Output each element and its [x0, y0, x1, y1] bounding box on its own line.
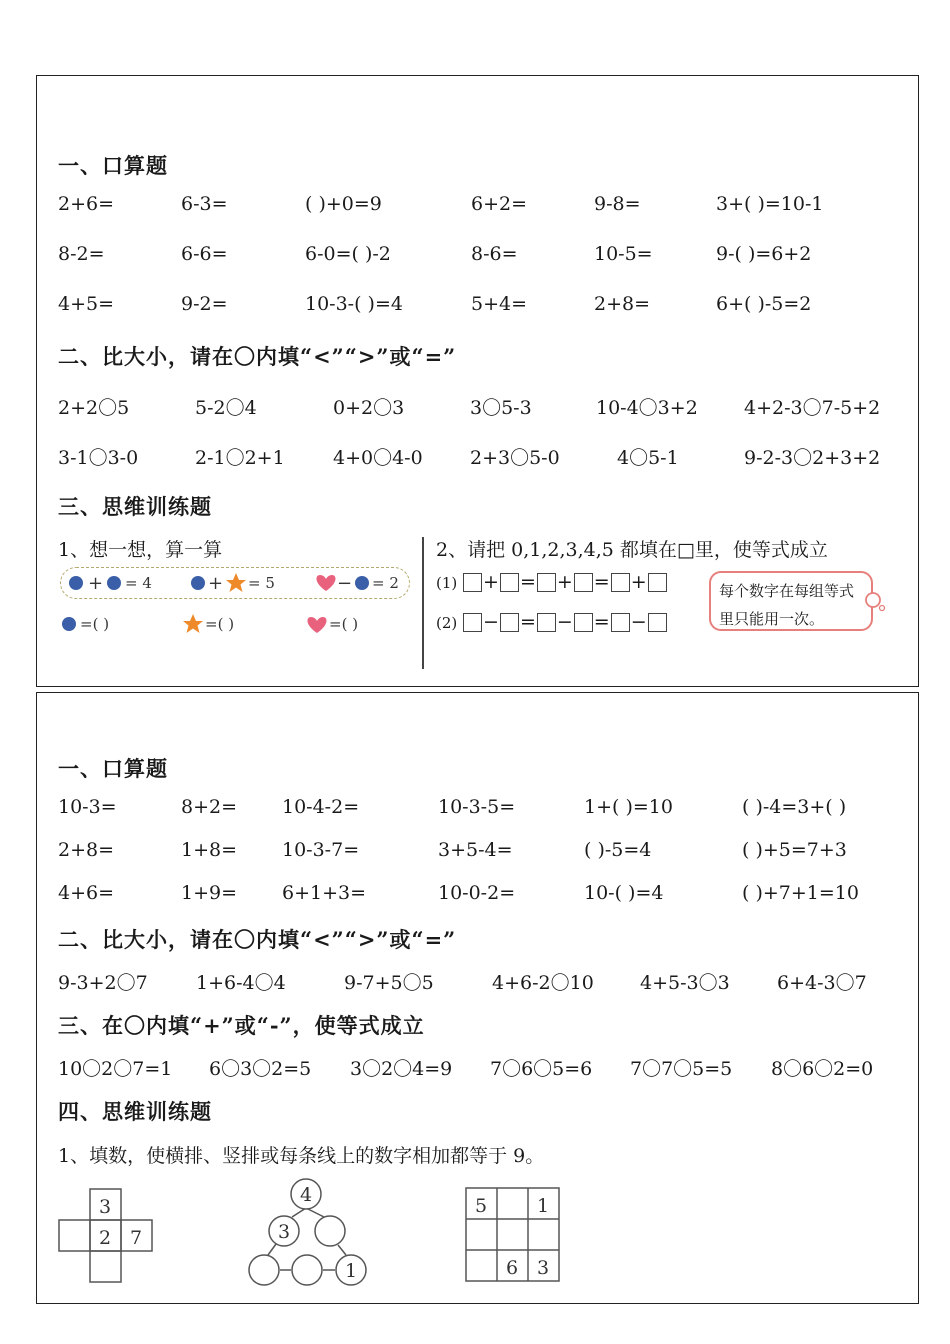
tri-num-top: 4: [300, 1184, 313, 1206]
s1-r1-c1: 2+6=: [58, 193, 115, 215]
tri-num-mid-left: 3: [278, 1221, 291, 1243]
s2-r3-c6: ( )+7+1=10: [742, 882, 859, 904]
grid-num-r1c1: 5: [475, 1195, 488, 1217]
answer-box[interactable]: [611, 613, 630, 632]
s2-heading-thinking: 四、思维训练题: [58, 1099, 212, 1124]
s2-r1-c4: 10-3-5=: [438, 796, 516, 818]
s2-cmp-c2: 1+6-4〇4: [196, 972, 286, 994]
s2-q1-label: 1、填数，使横排、竖排或每条线上的数字相加都等于 9。: [58, 1145, 545, 1167]
s1-r1-c2: 6-3=: [181, 193, 228, 215]
cross-num-center: 2: [99, 1227, 112, 1249]
s1-r2-c2: 6-6=: [181, 243, 228, 265]
s2-heading-compare: 二、比大小，请在〇内填“<”“>”或“=”: [58, 927, 457, 952]
tri-node-bottom-left: [249, 1255, 279, 1285]
answer-box[interactable]: [537, 613, 556, 632]
eq-c-text: = 2: [372, 574, 399, 592]
s1-r2-c1: 8-2=: [58, 243, 105, 265]
cross-num-top: 3: [99, 1196, 112, 1218]
s1-r3-c2: 9-2=: [181, 293, 228, 315]
s2-sign-c2: 6〇3〇2=5: [209, 1058, 312, 1080]
blue-circle-icon: [191, 576, 205, 590]
s2-sign-c1: 10〇2〇7=1: [58, 1058, 173, 1080]
s1-r3-c5: 2+8=: [594, 293, 651, 315]
s1-r1-c3: ( )+0=9: [305, 193, 382, 215]
s2-r1-c5: 1+( )=10: [584, 796, 673, 818]
s2-r2-c6: ( )+5=7+3: [742, 839, 847, 861]
s1-cmp1-c5: 10-4〇3+2: [596, 397, 698, 419]
s2-r1-c2: 8+2=: [181, 796, 238, 818]
s1-cmp2-c1: 3-1〇3-0: [58, 447, 139, 469]
s1-r3-c6: 6+( )-5=2: [716, 293, 812, 315]
s2-r3-c4: 10-0-2=: [438, 882, 516, 904]
orange-star-icon: [226, 573, 246, 592]
grid-num-r3c2: 6: [506, 1257, 519, 1279]
s1-q2-label: 2、请把 0,1,2,3,4,5 都填在□里，使等式成立: [436, 539, 828, 561]
s1-r2-c6: 9-( )=6+2: [716, 243, 812, 265]
part2-label: (2): [436, 614, 458, 632]
answer-box[interactable]: [574, 573, 593, 592]
s1-r1-c4: 6+2=: [471, 193, 528, 215]
s1-heading-thinking: 三、思维训练题: [58, 494, 212, 519]
answer-box[interactable]: [574, 613, 593, 632]
cross-num-right: 7: [130, 1227, 143, 1249]
s2-r2-c1: 2+8=: [58, 839, 115, 861]
s1-q2-part1: (1) + = + = +: [436, 571, 668, 593]
answer-star: =( ): [205, 615, 235, 633]
s2-cmp-c5: 4+5-3〇3: [640, 972, 730, 994]
blue-circle-icon: [69, 576, 83, 590]
triangle-puzzle: [240, 1175, 375, 1287]
s2-r1-c6: ( )-4=3+( ): [742, 796, 847, 818]
s2-r2-c2: 1+8=: [181, 839, 238, 861]
s2-sign-c4: 7〇6〇5=6: [490, 1058, 593, 1080]
s1-cmp1-c4: 3〇5-3: [470, 397, 532, 419]
s2-r1-c1: 10-3=: [58, 796, 117, 818]
s2-heading-oral: 一、口算题: [58, 756, 168, 781]
s1-cmp2-c2: 2-1〇2+1: [195, 447, 285, 469]
s2-r1-c3: 10-4-2=: [282, 796, 360, 818]
s1-cmp1-c2: 5-2〇4: [195, 397, 257, 419]
s1-cmp1-c3: 0+2〇3: [333, 397, 405, 419]
s1-q2-part2: (2) − = − = −: [436, 611, 668, 633]
vertical-divider: [422, 537, 424, 669]
hint-note: [709, 571, 873, 631]
answer-box[interactable]: [463, 573, 482, 592]
s2-cmp-c6: 6+4-3〇7: [777, 972, 867, 994]
s2-cmp-c1: 9-3+2〇7: [58, 972, 148, 994]
cross-puzzle: [56, 1186, 156, 1284]
s1-cmp2-c3: 4+0〇4-0: [333, 447, 423, 469]
s2-cmp-c3: 9-7+5〇5: [344, 972, 434, 994]
s2-sign-c6: 8〇6〇2=0: [771, 1058, 874, 1080]
s1-cmp2-c6: 9-2-3〇2+3+2: [744, 447, 881, 469]
blue-circle-icon: [107, 576, 121, 590]
pink-heart-icon: [316, 575, 335, 591]
s1-q1-label: 1、想一想，算一算: [58, 539, 223, 561]
s1-r3-c3: 10-3-( )=4: [305, 293, 403, 315]
s1-r1-c5: 9-8=: [594, 193, 641, 215]
hint-line-2: 里只能用一次。: [719, 610, 825, 628]
s1-r2-c5: 10-5=: [594, 243, 653, 265]
s2-sign-c5: 7〇7〇5=5: [630, 1058, 733, 1080]
s2-r2-c4: 3+5-4=: [438, 839, 513, 861]
grid-num-r1c3: 1: [537, 1195, 550, 1217]
pink-heart-icon: [307, 617, 326, 633]
part1-label: (1): [436, 574, 458, 592]
s2-sign-c3: 3〇2〇4=9: [350, 1058, 453, 1080]
s1-cmp1-c6: 4+2-3〇7-5+2: [744, 397, 881, 419]
answer-box[interactable]: [463, 613, 482, 632]
s2-r3-c5: 10-( )=4: [584, 882, 664, 904]
answer-blue: =( ): [80, 615, 110, 633]
s1-heading-compare: 二、比大小，请在〇内填“<”“>”或“=”: [58, 344, 457, 369]
s1-cmp2-c4: 2+3〇5-0: [470, 447, 560, 469]
blue-circle-icon: [62, 617, 76, 631]
grid-puzzle: [464, 1186, 562, 1284]
s2-r3-c3: 6+1+3=: [282, 882, 367, 904]
s2-r2-c3: 10-3-7=: [282, 839, 360, 861]
plus-sign: +: [208, 573, 224, 594]
answer-heart: =( ): [329, 615, 359, 633]
answer-box[interactable]: [611, 573, 630, 592]
s2-heading-fill-signs: 三、在〇内填“+”或“-”，使等式成立: [58, 1013, 425, 1038]
s1-r1-c6: 3+( )=10-1: [716, 193, 824, 215]
answer-box[interactable]: [648, 613, 667, 632]
s2-r3-c2: 1+9=: [181, 882, 238, 904]
orange-star-icon: [183, 614, 203, 633]
s1-r2-c4: 8-6=: [471, 243, 518, 265]
s1-heading-oral: 一、口算题: [58, 153, 168, 178]
blue-circle-icon: [355, 576, 369, 590]
plus-sign: +: [88, 573, 104, 594]
cross-cell-bottom: [90, 1251, 121, 1282]
tri-node-bottom-mid: [292, 1255, 322, 1285]
s1-r3-c4: 5+4=: [471, 293, 528, 315]
eq-b-text: = 5: [248, 574, 275, 592]
answer-box[interactable]: [500, 613, 519, 632]
s1-cmp2-c5: 4〇5-1: [617, 447, 679, 469]
s2-r3-c1: 4+6=: [58, 882, 115, 904]
answer-box[interactable]: [648, 573, 667, 592]
grid-num-r3c3: 3: [537, 1257, 550, 1279]
minus-sign: −: [337, 573, 353, 594]
hint-bubble-icon: [864, 590, 886, 612]
eq-a-text: = 4: [125, 574, 152, 592]
s1-r2-c3: 6-0=( )-2: [305, 243, 391, 265]
tri-node-mid-right: [315, 1216, 345, 1246]
cross-cell-left: [59, 1220, 90, 1251]
hint-line-1: 每个数字在每组等式: [719, 582, 855, 600]
answer-box[interactable]: [500, 573, 519, 592]
s1-r3-c1: 4+5=: [58, 293, 115, 315]
answer-box[interactable]: [537, 573, 556, 592]
s1-cmp1-c1: 2+2〇5: [58, 397, 130, 419]
s2-cmp-c4: 4+6-2〇10: [492, 972, 594, 994]
tri-num-bottom-right: 1: [345, 1260, 358, 1282]
s2-r2-c5: ( )-5=4: [584, 839, 652, 861]
symbol-equations-svg: [60, 567, 415, 642]
